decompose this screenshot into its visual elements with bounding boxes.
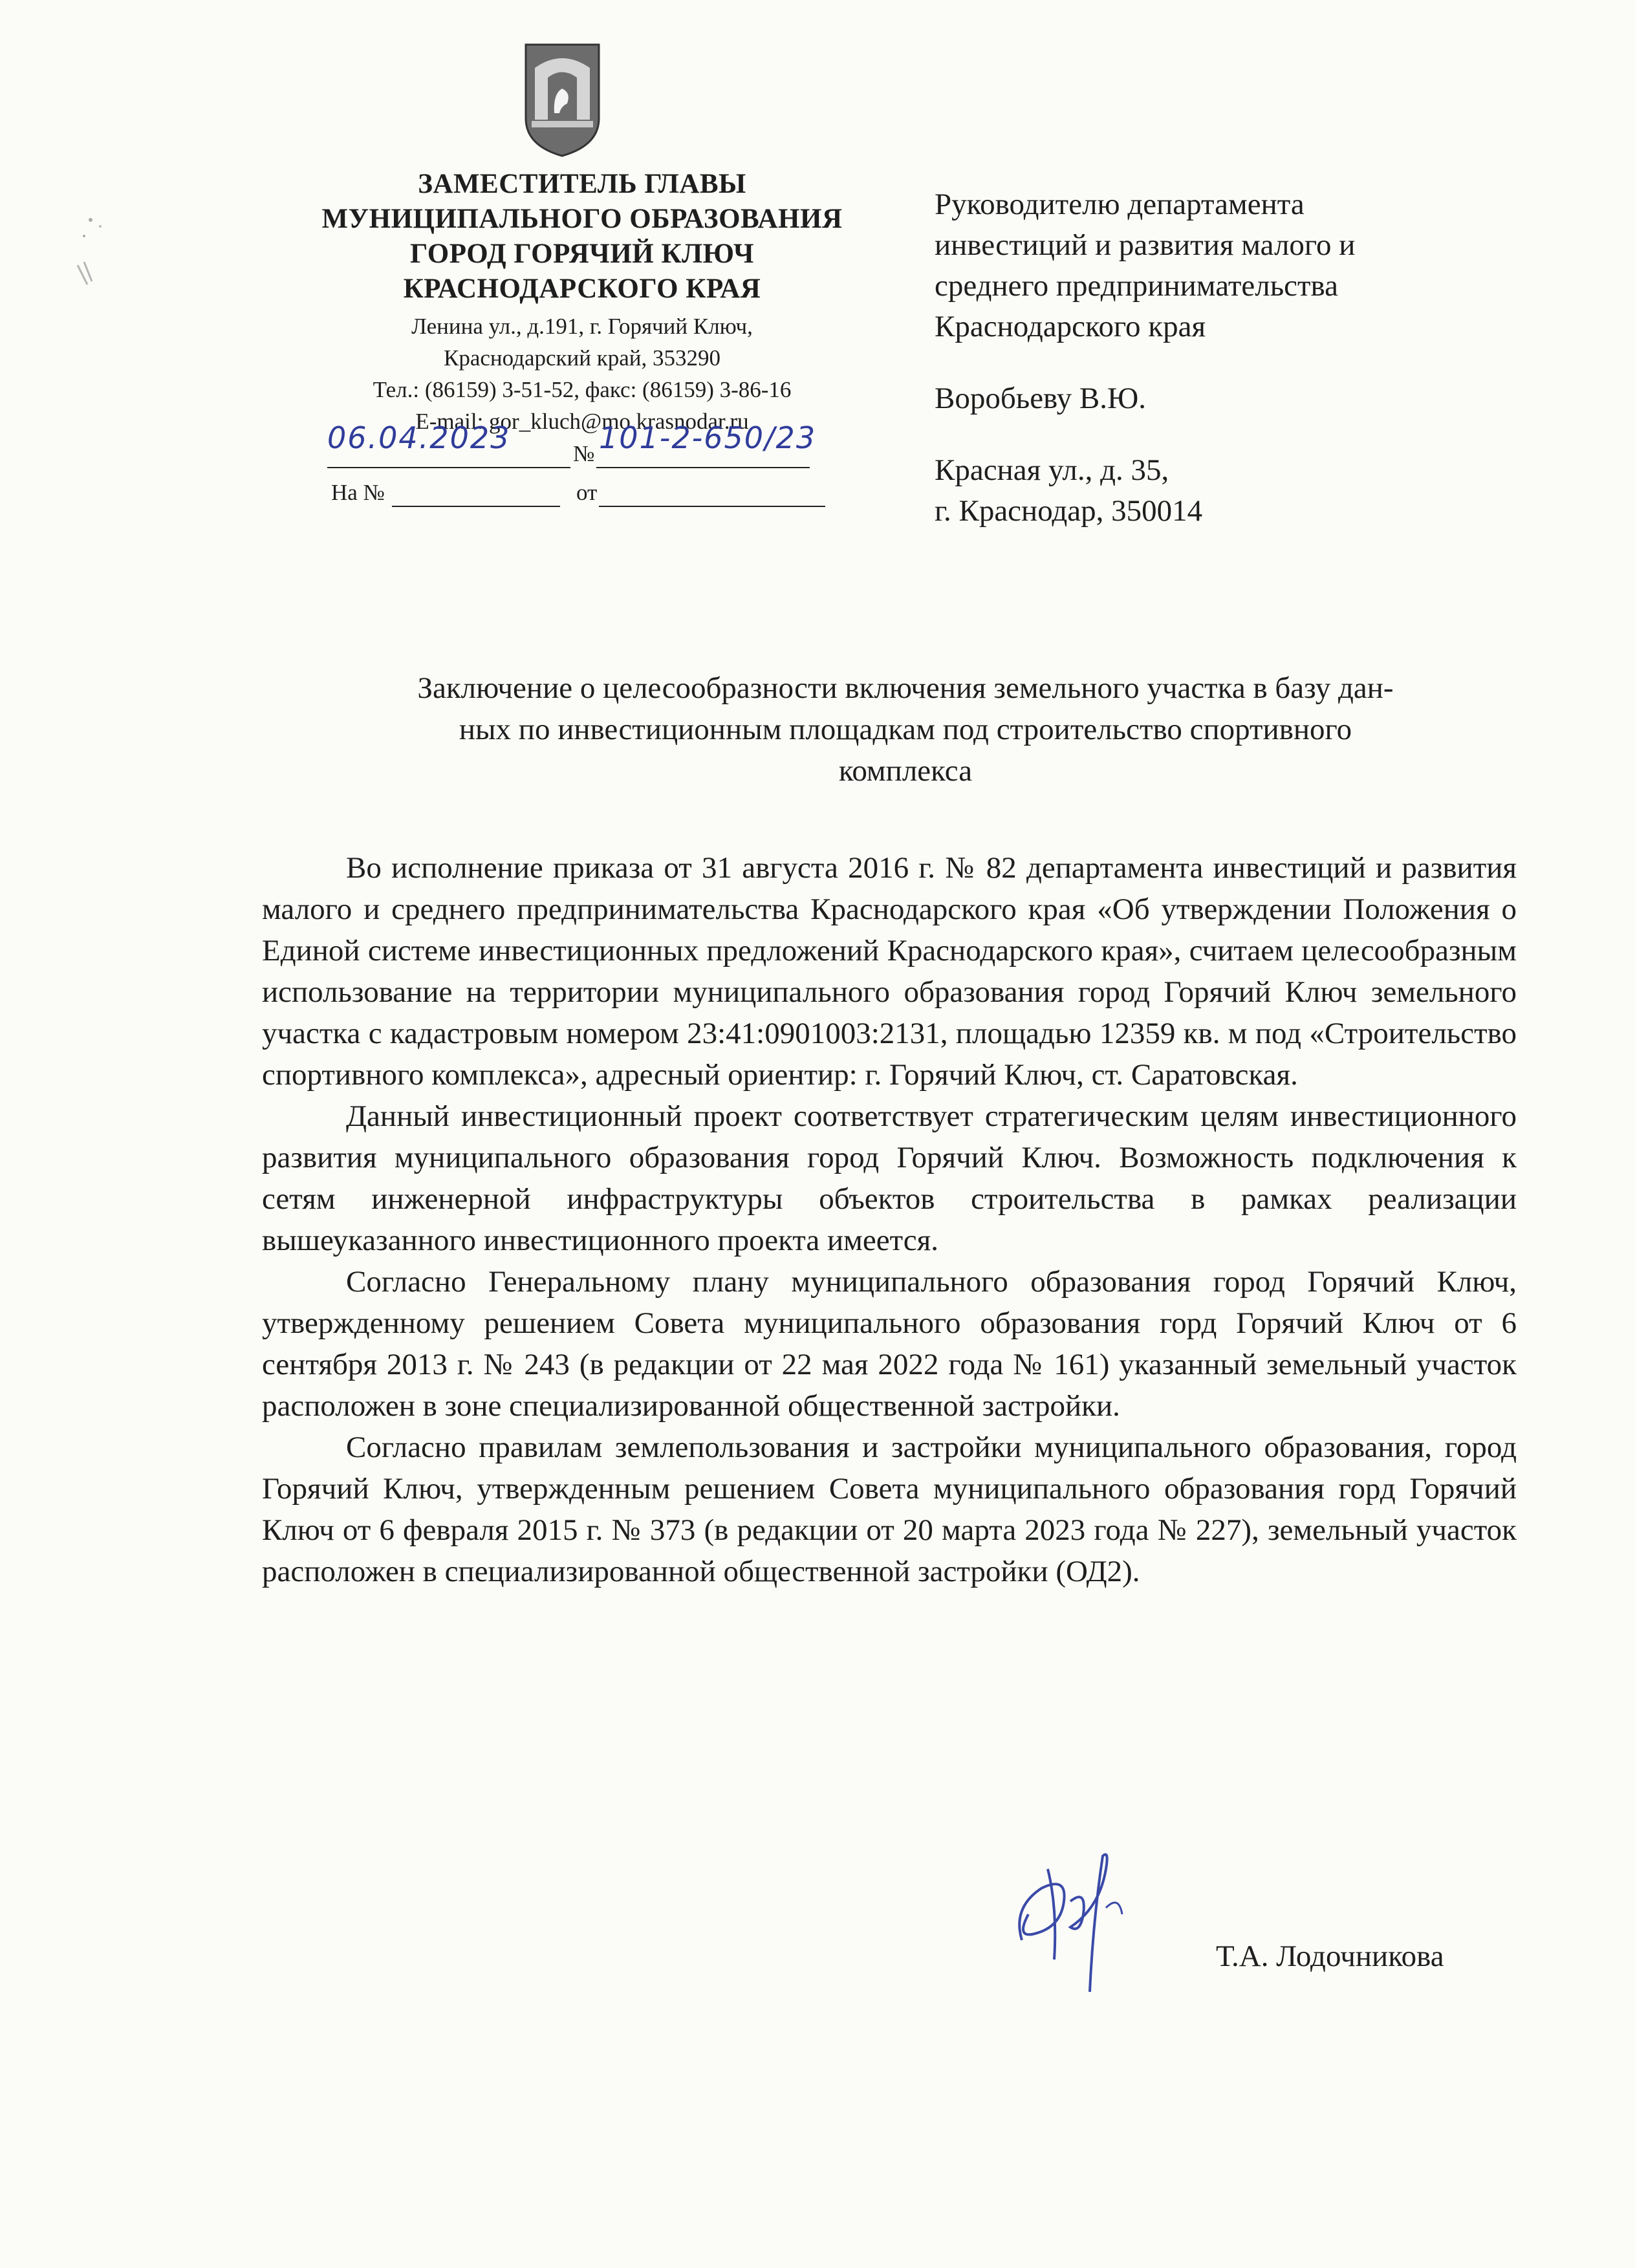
reference-from-label: от xyxy=(576,480,598,505)
recipient-position-line: Краснодарского края xyxy=(935,310,1206,343)
sender-block xyxy=(285,167,880,437)
registration-number: 101-2-650/23 xyxy=(599,420,817,455)
signer-name: Т.А. Лодочникова xyxy=(1216,1939,1444,1973)
reference-number-label: На № xyxy=(331,480,385,505)
recipient-position-line: среднего предпринимательства xyxy=(935,269,1338,303)
recipient-position-line: Руководителю департамента xyxy=(935,188,1305,221)
sender-org-line: МУНИЦИПАЛЬНОГО ОБРАЗОВАНИЯ xyxy=(321,204,843,234)
letter-subject xyxy=(262,667,1549,792)
body-paragraph: Данный инвестиционный проект соответствует стратегическим целям инвестиционного развития муниципального образования город Горячий Ключ. Возможность подключения к сетям инженерной инфраструктуры объектов строительства в рамках реализации вышеуказанного инвестиционного проекта имеется. xyxy=(262,1099,1517,1257)
scan-speck-marks xyxy=(65,207,123,304)
coat-of-arms-icon xyxy=(522,42,603,158)
subject-line: ных по инвестиционным площадкам под строительство спортивного xyxy=(459,713,1352,746)
date-underline xyxy=(327,467,570,468)
sender-org-line: ГОРОД ГОРЯЧИЙ КЛЮЧ xyxy=(409,239,755,269)
sender-address-line: Ленина ул., д.191, г. Горячий Ключ, xyxy=(411,314,753,339)
sender-address xyxy=(285,310,880,437)
recipient-position-line: инвестиций и развития малого и xyxy=(935,228,1356,262)
reference-line xyxy=(327,480,883,512)
sender-org-line: ЗАМЕСТИТЕЛЬ ГЛАВЫ xyxy=(418,169,746,199)
sender-org-line: КРАСНОДАРСКОГО КРАЯ xyxy=(403,274,761,304)
sender-phone-line: Тел.: (86159) 3-51-52, факс: (86159) 3-86-16 xyxy=(373,377,792,402)
sender-address-line: Краснодарский край, 353290 xyxy=(444,345,720,371)
recipient-address-line: г. Краснодар, 350014 xyxy=(935,494,1203,528)
subject-line: комплекса xyxy=(838,754,973,788)
letter-body xyxy=(262,847,1517,1592)
recipient-address-line: Красная ул., д. 35, xyxy=(935,453,1169,487)
registration-date: 06.04.2023 xyxy=(327,420,511,455)
recipient-name: Воробьеву В.Ю. xyxy=(935,382,1147,415)
subject-line: Заключение о целесообразности включения земельного участка в базу дан- xyxy=(417,671,1394,705)
sender-email-line: E-mail: gor_kluch@mo.krasnodar.ru xyxy=(415,409,749,434)
registration-number-label: № xyxy=(573,441,595,466)
sender-organization xyxy=(285,167,880,307)
number-underline xyxy=(596,467,810,468)
handwritten-signature xyxy=(1009,1830,1138,2005)
body-paragraph: Во исполнение приказа от 31 августа 2016 г. № 82 департамента инвестиций и развития малого и среднего предпринимательства Краснодарского края «Об утверждении Положения о Единой системе инвестиционных предложений Краснодарского края», считаем целесообразным использование на территории муниципального образования город Горячий Ключ земельного участка с кадастровым номером 23:41:0901003:2131, площадью 12359 кв. м под «Строительство спортивного комплекса», адресный ориентир: г. Горячий Ключ, ст. Саратовская. xyxy=(262,851,1517,1092)
recipient-block xyxy=(935,184,1549,532)
reference-number-blank xyxy=(392,506,560,507)
reference-date-blank xyxy=(599,506,825,507)
body-paragraph: Согласно Генеральному плану муниципального образования город Горячий Ключ, утвержденному решением Совета муниципального образования горд Горячий Ключ от 6 сентября 2013 г. № 243 (в редакции от 22 мая 2022 года № 161) указанный земельный участок расположен в зоне специализированной общественной застройки. xyxy=(262,1265,1517,1423)
body-paragraph: Согласно правилам землепользования и застройки муниципального образования, город Горячий Ключ, утвержденным решением Совета муниципального образования горд Горячий Ключ от 6 февраля 2015 г. № 373 (в редакции от 20 марта 2023 года № 227), земельный участок расположен в специализированной общественной застройки (ОД2). xyxy=(262,1431,1517,1588)
